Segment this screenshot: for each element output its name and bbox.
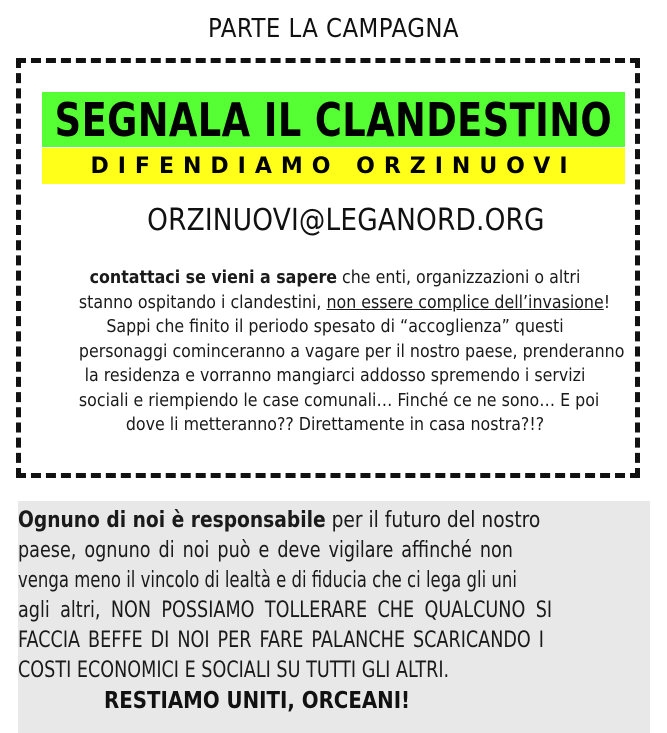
body-line-6: sociali e riempiendo le case comunali… Finché ce ne sono… E poi	[78, 389, 600, 411]
body-line-2	[78, 291, 611, 316]
headline-text: SEGNALA IL CLANDESTINO	[54, 92, 613, 147]
headline-banner	[42, 92, 625, 147]
body-underlined-phrase: non essere complice dell’invasione	[326, 291, 604, 313]
body-bold-phrase: contattaci se vieni a sapere	[89, 267, 338, 288]
appeal-line-3: venga meno il vincolo di lealtà e di fiducia che ci lega gli uni	[18, 568, 517, 593]
contact-email	[16, 203, 667, 238]
appeal-line-2: paese, ognuno di noi può e deve vigilare affinché non	[18, 538, 513, 563]
body-paragraph	[44, 266, 626, 438]
body-line-5: la residenza e vorranno mangiarci addosso spremendo i servizi	[84, 365, 586, 386]
appeal-bold-phrase: Ognuno di noi è responsabile	[18, 508, 326, 533]
body-line-3: Sappi che finito il periodo spesato di “accoglienza” questi	[106, 316, 564, 337]
appeal-line-4: agli altri, NON POSSIAMO TOLLERARE CHE QUALCUNO SI	[18, 598, 553, 623]
appeal-line-1-rest: per il futuro del nostro	[325, 508, 541, 533]
campaign-title: PARTE LA CAMPAGNA	[207, 14, 460, 44]
body-line-1-rest: che enti, organizzazioni o altri	[337, 267, 581, 288]
body-line-4: personaggi cominceranno a vagare per il nostro paese, prenderanno	[78, 340, 625, 362]
subheadline-banner	[42, 148, 625, 184]
closing-slogan: RESTIAMO UNITI, ORCEANI!	[104, 688, 411, 714]
appeal-line-1	[18, 506, 554, 536]
appeal-line-6: COSTI ECONOMICI E SOCIALI SU TUTTI GLI ALTRI.	[18, 658, 450, 683]
email-text: ORZINUOVI@LEGANORD.ORG	[147, 203, 545, 238]
appeal-paragraph	[18, 506, 650, 686]
body-line-1	[79, 266, 591, 291]
body-line-7: dove li metteranno?? Direttamente in casa nostra?!?	[125, 414, 545, 435]
body-line-2-post: !	[603, 291, 611, 313]
body-line-2-pre: stanno ospitando i clandestini,	[78, 291, 327, 313]
subheadline-text: DIFENDIAMO ORZINUOVI	[90, 153, 577, 179]
appeal-line-5: FACCIA BEFFE DI NOI PER FARE PALANCHE SCARICANDO I	[18, 628, 544, 653]
